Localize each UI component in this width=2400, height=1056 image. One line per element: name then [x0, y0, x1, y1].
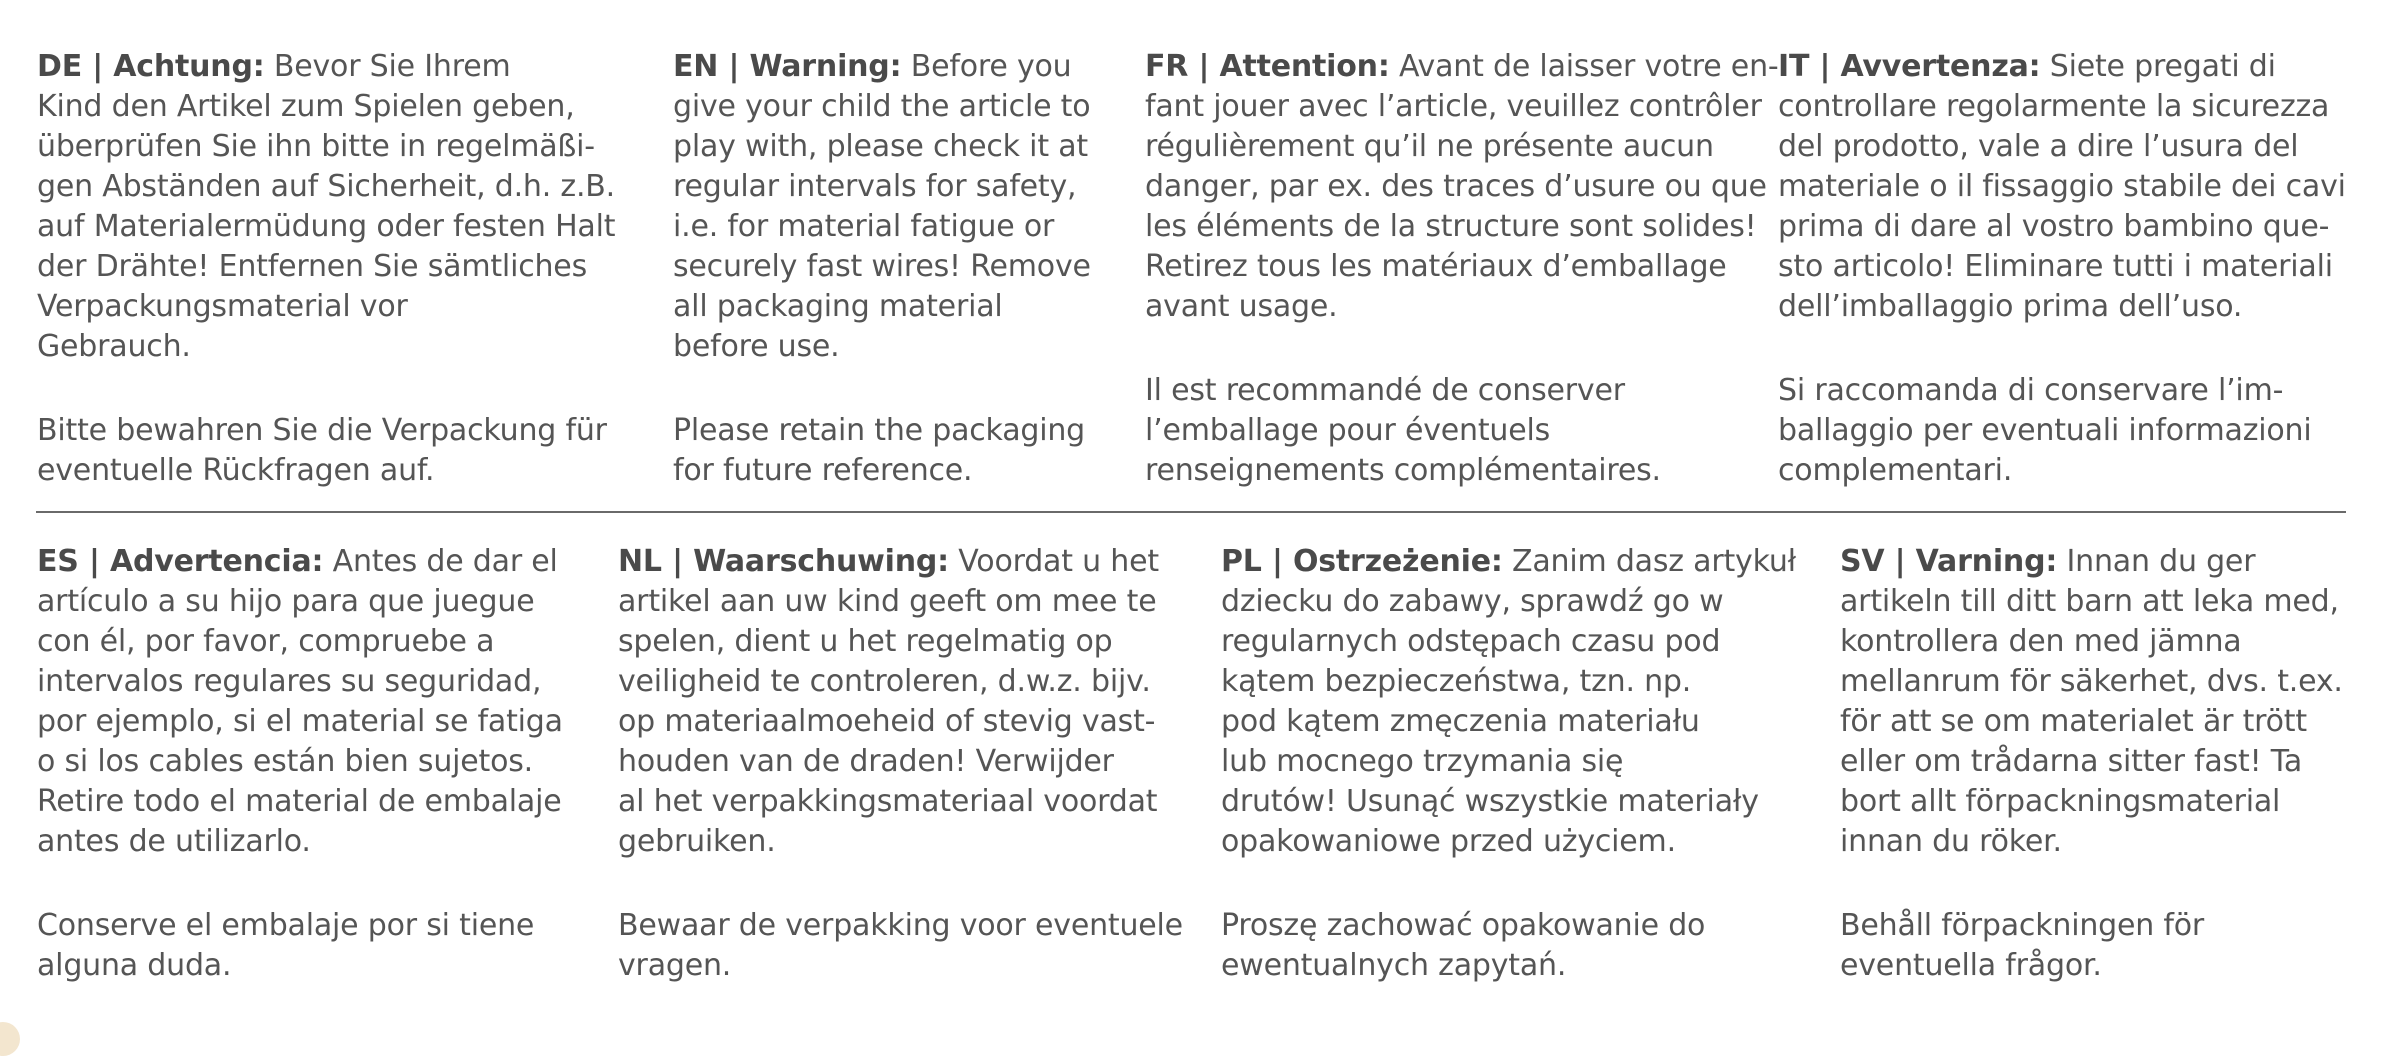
warning-line: gen Abständen auf Sicherheit, d.h. z.B. [37, 169, 616, 204]
warning-line: materiale o il fissaggio stabile dei cavi [1778, 169, 2346, 204]
warning-line: veiligheid te controleren, d.w.z. bijv. [618, 664, 1151, 699]
retain-note-line: Si raccomanda di conservare l’im- [1778, 373, 2284, 408]
warning-line: houden van de draden! Verwijder [618, 744, 1114, 779]
warning-heading-sv: SV | Varning: [1840, 544, 2058, 579]
warning-heading-it: IT | Avvertenza: [1778, 49, 2041, 84]
warning-block-fr [1145, 47, 1779, 491]
warning-line: auf Materialermüdung oder festen Halt [37, 209, 616, 244]
retain-note-line: ewentualnych zapytań. [1221, 948, 1567, 983]
warning-line: avant usage. [1145, 289, 1338, 324]
warning-block-de [37, 47, 615, 491]
warning-line: Avant de laisser votre en- [1389, 49, 1779, 84]
retain-note-line: complementari. [1778, 453, 2013, 488]
warning-line: give your child the article to [673, 89, 1091, 124]
warning-line: Retirez tous les matériaux d’emballage [1145, 249, 1727, 284]
warning-line: danger, par ex. des traces d’usure ou que [1145, 169, 1767, 204]
corner-accent [0, 1022, 20, 1056]
retain-note-line: Bitte bewahren Sie die Verpackung für [37, 413, 607, 448]
warning-block-sv [1840, 542, 2343, 986]
warning-line: Siete pregati di [2040, 49, 2276, 84]
warning-line: regular intervals for safety, [673, 169, 1077, 204]
warning-line: por ejemplo, si el material se fatiga [37, 704, 563, 739]
warning-line: Bevor Sie Ihrem [264, 49, 511, 84]
warning-line: Before you [901, 49, 1072, 84]
warning-line: bort allt förpackningsmaterial [1840, 784, 2281, 819]
warning-heading-fr: FR | Attention: [1145, 49, 1390, 84]
warning-line: prima di dare al vostro bambino que- [1778, 209, 2330, 244]
warning-line: play with, please check it at [673, 129, 1088, 164]
warning-line: dell’imballaggio prima dell’uso. [1778, 289, 2243, 324]
warning-line: regularnych odstępach czasu pod [1221, 624, 1721, 659]
warning-line: för att se om materialet är trött [1840, 704, 2307, 739]
warning-line: del prodotto, vale a dire l’usura del [1778, 129, 2299, 164]
warning-line: artículo a su hijo para que juegue [37, 584, 535, 619]
warning-line: pod kątem zmęczenia materiału [1221, 704, 1700, 739]
warning-block-pl [1221, 542, 1796, 986]
retain-note-line: Bewaar de verpakking voor eventuele [618, 908, 1183, 943]
warning-line: Verpackungsmaterial vor [37, 289, 408, 324]
warning-line: spelen, dient u het regelmatig op [618, 624, 1113, 659]
warning-line: artikeln till ditt barn att leka med, [1840, 584, 2339, 619]
warning-heading-de: DE | Achtung: [37, 49, 265, 84]
retain-note-line: eventuella frågor. [1840, 948, 2102, 983]
warning-line: kontrollera den med jämna [1840, 624, 2242, 659]
warning-line: überprüfen Sie ihn bitte in regelmäßi- [37, 129, 595, 164]
warning-line: con él, por favor, compruebe a [37, 624, 495, 659]
warning-line: innan du röker. [1840, 824, 2062, 859]
warning-line: dziecku do zabawy, sprawdź go w [1221, 584, 1724, 619]
retain-note-line: for future reference. [673, 453, 973, 488]
warning-line: les éléments de la structure sont solides! [1145, 209, 1757, 244]
warning-block-nl [618, 542, 1183, 986]
warning-line: Kind den Artikel zum Spielen geben, [37, 89, 575, 124]
warning-line: antes de utilizarlo. [37, 824, 311, 859]
warning-line: al het verpakkingsmateriaal voordat [618, 784, 1158, 819]
warning-line: eller om trådarna sitter fast! Ta [1840, 744, 2303, 779]
warning-line: o si los cables están bien sujetos. [37, 744, 534, 779]
warning-line: mellanrum för säkerhet, dvs. t.ex. [1840, 664, 2343, 699]
retain-note-line: ballaggio per eventuali informazioni [1778, 413, 2312, 448]
retain-note-line: renseignements complémentaires. [1145, 453, 1661, 488]
retain-note-line: alguna duda. [37, 948, 232, 983]
warning-line: der Drähte! Entfernen Sie sämtliches [37, 249, 587, 284]
warning-line: artikel aan uw kind geeft om mee te [618, 584, 1157, 619]
warning-line: kątem bezpieczeństwa, tzn. np. [1221, 664, 1692, 699]
retain-note-line: Proszę zachować opakowanie do [1221, 908, 1706, 943]
warning-line: Zanim dasz artykuł [1502, 544, 1796, 579]
retain-note-line: Please retain the packaging [673, 413, 1086, 448]
warning-line: opakowaniowe przed użyciem. [1221, 824, 1676, 859]
warning-line: fant jouer avec l’article, veuillez contrôler [1145, 89, 1762, 124]
warning-line: Innan du ger [2057, 544, 2256, 579]
warning-line: all packaging material [673, 289, 1003, 324]
warning-line: securely fast wires! Remove [673, 249, 1091, 284]
warning-line: op materiaalmoeheid of stevig vast- [618, 704, 1156, 739]
warning-line: Retire todo el material de embalaje [37, 784, 562, 819]
warning-block-es [37, 542, 563, 986]
retain-note-line: vragen. [618, 948, 732, 983]
retain-note-line: Behåll förpackningen för [1840, 908, 2205, 943]
warning-line: Antes de dar el [323, 544, 558, 579]
warning-line: before use. [673, 329, 840, 364]
warning-block-it [1778, 47, 2346, 491]
warning-line: régulièrement qu’il ne présente aucun [1145, 129, 1714, 164]
warning-line: intervalos regulares su seguridad, [37, 664, 542, 699]
warning-block-en [673, 47, 1091, 491]
retain-note-line: l’emballage pour éventuels [1145, 413, 1551, 448]
warning-line: controllare regolarmente la sicurezza [1778, 89, 2330, 124]
warning-heading-nl: NL | Waarschuwing: [618, 544, 949, 579]
warning-heading-es: ES | Advertencia: [37, 544, 324, 579]
warning-line: sto articolo! Eliminare tutti i materiali [1778, 249, 2333, 284]
warning-line: lub mocnego trzymania się [1221, 744, 1624, 779]
section-divider [36, 511, 2346, 513]
warning-heading-pl: PL | Ostrzeżenie: [1221, 544, 1503, 579]
warning-line: Gebrauch. [37, 329, 191, 364]
retain-note-line: Il est recommandé de conserver [1145, 373, 1625, 408]
retain-note-line: Conserve el embalaje por si tiene [37, 908, 535, 943]
warning-line: i.e. for material fatigue or [673, 209, 1055, 244]
warning-line: Voordat u het [948, 544, 1159, 579]
warning-heading-en: EN | Warning: [673, 49, 902, 84]
retain-note-line: eventuelle Rückfragen auf. [37, 453, 435, 488]
warning-line: gebruiken. [618, 824, 776, 859]
warning-line: drutów! Usunąć wszystkie materiały [1221, 784, 1759, 819]
